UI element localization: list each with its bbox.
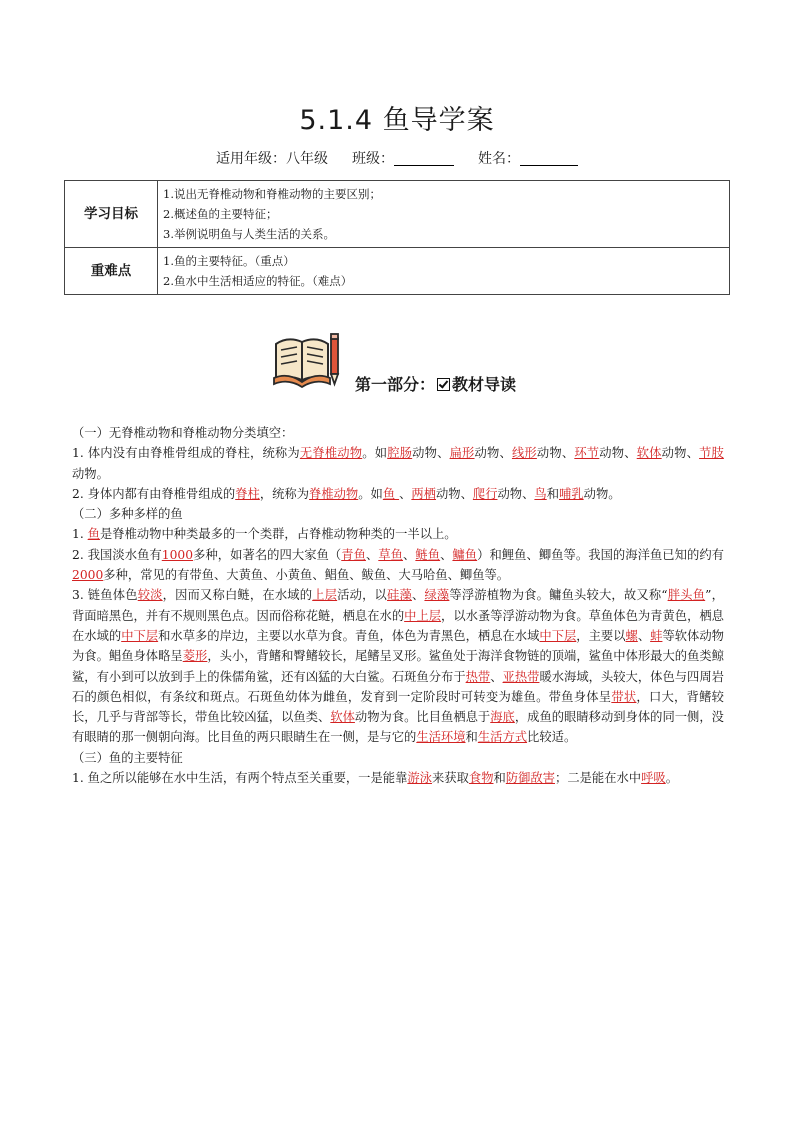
answer-text: 软体 bbox=[636, 446, 662, 461]
answer-text: 鸟 bbox=[534, 486, 547, 501]
body-text: 动物。 bbox=[583, 486, 621, 501]
answer-text: 亚热带 bbox=[502, 669, 540, 684]
paragraph bbox=[72, 443, 724, 484]
body-text: 1. bbox=[72, 527, 88, 542]
answer-text: 扁形 bbox=[449, 446, 475, 461]
class-blank-field[interactable] bbox=[394, 151, 454, 166]
body-text: 和 bbox=[493, 771, 506, 786]
answer-text: 软体 bbox=[330, 710, 355, 725]
key-point-line: 2.鱼水中生活相适应的特征。（难点） bbox=[163, 274, 353, 288]
body-text: 和 bbox=[465, 730, 478, 745]
answer-text: 蚌 bbox=[650, 628, 663, 643]
body-text: 、 bbox=[365, 547, 379, 562]
body-text: 活动，以 bbox=[337, 588, 388, 603]
answer-text: 热带 bbox=[465, 669, 491, 684]
answer-text: 脊柱 bbox=[235, 486, 260, 501]
name-label: 姓名： bbox=[478, 151, 520, 167]
body-text: 多种，常见的有带鱼、大黄鱼、小黄鱼、鲳鱼、鲅鱼、大马哈鱼、鲫鱼等。 bbox=[103, 568, 510, 583]
book-pencil-icon bbox=[272, 332, 344, 392]
body-text: 动物、 bbox=[474, 446, 512, 461]
body-text: 动物、 bbox=[536, 446, 575, 461]
body-text: （一）无脊椎动物和脊椎动物分类填空： bbox=[72, 426, 294, 440]
body-text: 等软体动物为食。鲳鱼身体略呈 bbox=[72, 628, 724, 664]
section-heading bbox=[72, 748, 724, 768]
body-text: 和 bbox=[546, 486, 560, 501]
answer-text: 哺乳 bbox=[559, 486, 584, 501]
objectives-row bbox=[65, 181, 730, 248]
body-text: 动物。 bbox=[72, 466, 109, 481]
answer-text: 两栖 bbox=[411, 486, 436, 501]
checkbox-checked-icon bbox=[437, 378, 450, 391]
section-heading bbox=[72, 423, 724, 443]
answer-text: 中下层 bbox=[539, 628, 577, 643]
answer-text: 爬行 bbox=[472, 486, 498, 501]
body-text: 1. 鱼之所以能够在水中生活，有两个特点至关重要，一是能靠 bbox=[72, 771, 408, 786]
body-text: 3. 链鱼体色 bbox=[72, 588, 138, 603]
answer-text: 绿藻 bbox=[424, 588, 450, 603]
body-text: 动物为食。比目鱼栖息于 bbox=[354, 710, 491, 725]
answer-text: 脊椎动物 bbox=[309, 486, 359, 501]
objectives-header: 学习目标 bbox=[65, 181, 158, 248]
body-text: ，口大，背鳍较长，几乎与背部等长，带鱼比较凶猛，以鱼类、 bbox=[72, 689, 724, 725]
body-text: ，主要以 bbox=[576, 628, 626, 643]
answer-text: 腔肠 bbox=[387, 446, 413, 461]
answer-text: 螺 bbox=[625, 628, 638, 643]
answer-text: 线形 bbox=[511, 446, 537, 461]
answer-text: 中下层 bbox=[121, 628, 159, 643]
answer-text: 草鱼 bbox=[378, 547, 404, 562]
answer-text: 海底 bbox=[490, 710, 515, 725]
body-text: 、 bbox=[637, 628, 651, 643]
answer-text: 中上层 bbox=[404, 608, 442, 623]
objectives-table bbox=[64, 180, 730, 295]
page-title: 5.1.4 鱼导学案 bbox=[299, 105, 495, 136]
objective-line: 1.说出无脊椎动物和脊椎动物的主要区别； bbox=[163, 187, 381, 201]
body-text: 2. 我国淡水鱼有 bbox=[72, 547, 162, 562]
body-text: 动物、 bbox=[497, 486, 535, 501]
body-text: 、 bbox=[490, 669, 503, 684]
body-text: ”，背面暗黑色，并有不规则黑色点。因而俗称花鲢，栖息在水的 bbox=[72, 588, 724, 623]
body-text: 暖水海域，头较大，体色与四周岩石的颜色相似，有条纹和斑点。石斑鱼幼体为雌鱼，发育到一定阶段时可转变为雄鱼。带鱼身体呈 bbox=[72, 669, 724, 704]
body-text: 、 bbox=[403, 547, 416, 562]
body-text: 比较适。 bbox=[527, 730, 577, 745]
body-text: 来获取 bbox=[431, 771, 469, 786]
objectives-content bbox=[158, 181, 730, 248]
body-text: 。如 bbox=[358, 486, 383, 501]
grade-label: 适用年级：八年级 bbox=[216, 151, 328, 167]
body-text: 是脊椎动物中种类最多的一个类群，占脊椎动物种类的一半以上。 bbox=[99, 527, 457, 542]
answer-text: 鳙鱼 bbox=[452, 547, 478, 562]
answer-text: 鱼 bbox=[87, 527, 100, 542]
objective-line: 3.举例说明鱼与人类生活的关系。 bbox=[163, 227, 335, 241]
key-points-row bbox=[65, 248, 730, 295]
paragraph bbox=[72, 484, 724, 504]
answer-text: 环节 bbox=[574, 446, 600, 461]
answer-text: 硅藻 bbox=[387, 588, 412, 603]
answer-text: 菱形 bbox=[182, 649, 208, 664]
answer-text: 防御敌害 bbox=[505, 771, 556, 786]
answer-text: 节肢 bbox=[699, 446, 724, 461]
body-text: 动物、 bbox=[412, 446, 450, 461]
answer-text: 鱼 bbox=[382, 486, 400, 501]
body-text: 动物、 bbox=[599, 446, 637, 461]
body-text: 、 bbox=[411, 588, 425, 603]
body-text: 动物、 bbox=[661, 446, 700, 461]
class-label: 班级： bbox=[352, 151, 394, 167]
answer-text: 胖头鱼 bbox=[667, 588, 706, 603]
body-text: 和水草多的岸边，主要以水草为食。青鱼，体色为青黑色，栖息在水域 bbox=[158, 628, 540, 643]
answer-text: 青鱼 bbox=[341, 547, 366, 562]
answer-text: 生活方式 bbox=[477, 730, 528, 745]
answer-text: 食物 bbox=[468, 771, 494, 786]
body-text: ，统称为 bbox=[259, 486, 310, 501]
body-text: ，头小，背鳍和臀鳍较长，尾鳍呈叉形。鲨鱼处于海洋食物链的顶端，鲨鱼中体形最大的鱼类鲸鲨，有小到可以放到手上的侏儒角鲨，还有凶猛的大白鲨。石斑鱼分布于 bbox=[72, 649, 724, 684]
name-blank-field[interactable] bbox=[520, 151, 578, 166]
paragraph bbox=[72, 545, 724, 586]
answer-text: 2000 bbox=[72, 568, 104, 583]
answer-text: 呼吸 bbox=[641, 771, 666, 786]
body-text: 多种，如著名的四大家鱼（ bbox=[193, 547, 342, 562]
body-text: 、 bbox=[440, 547, 453, 562]
body-text: （三）鱼的主要特征 bbox=[72, 750, 183, 765]
body-text: 2. 身体内都有由脊椎骨组成的 bbox=[72, 486, 236, 501]
body-text: 、 bbox=[399, 486, 412, 501]
body-text: 1. 体内没有由脊椎骨组成的脊柱，统称为 bbox=[72, 446, 300, 461]
answer-text: 带状 bbox=[611, 689, 637, 704]
paragraph bbox=[72, 768, 724, 788]
part-one-heading bbox=[355, 372, 516, 395]
objective-line: 2.概述鱼的主要特征； bbox=[163, 207, 278, 221]
answer-text: 游泳 bbox=[407, 771, 432, 786]
answer-text: 上层 bbox=[312, 588, 338, 603]
body-text: （二）多种多样的鱼 bbox=[72, 507, 183, 522]
body-text: 动物、 bbox=[435, 486, 473, 501]
body-text: 。 bbox=[665, 771, 679, 786]
paragraph bbox=[72, 585, 724, 747]
body-text: ）和鲤鱼、鲫鱼等。我国的海洋鱼已知的约有 bbox=[477, 547, 724, 562]
answer-text: 较淡 bbox=[137, 588, 163, 603]
body-text: ，成鱼的眼睛移动到身体的同一侧，没有眼睛的那一侧朝向海。比目鱼的两只眼睛生在一侧，是与它的 bbox=[72, 710, 724, 745]
paragraph bbox=[72, 524, 724, 544]
answer-text: 生活环境 bbox=[416, 730, 466, 745]
body-text: 。如 bbox=[362, 446, 388, 461]
answer-text: 无脊椎动物 bbox=[299, 446, 363, 461]
answer-text: 鲢鱼 bbox=[415, 547, 441, 562]
key-point-line: 1.鱼的主要特征。（重点） bbox=[163, 254, 295, 268]
key-points-header: 重难点 bbox=[65, 248, 158, 295]
body-text: 等浮游植物为食。鳙鱼头较大，故又称“ bbox=[449, 588, 668, 603]
key-points-content bbox=[158, 248, 730, 295]
body-text: ，以水蚤等浮游动物为食。草鱼体色为青黄色，栖息在水域的 bbox=[72, 608, 724, 643]
body-text: ，因而又称白鲢，在水域的 bbox=[162, 588, 313, 603]
part-label-prefix: 第一部分： bbox=[355, 375, 436, 394]
section-heading bbox=[72, 504, 724, 524]
answer-text: 1000 bbox=[161, 547, 194, 562]
part-label-title: 教材导读 bbox=[452, 375, 517, 394]
header-info-line bbox=[0, 148, 794, 168]
body-text: ；二是能在水中 bbox=[555, 771, 642, 786]
reading-content bbox=[72, 423, 724, 788]
